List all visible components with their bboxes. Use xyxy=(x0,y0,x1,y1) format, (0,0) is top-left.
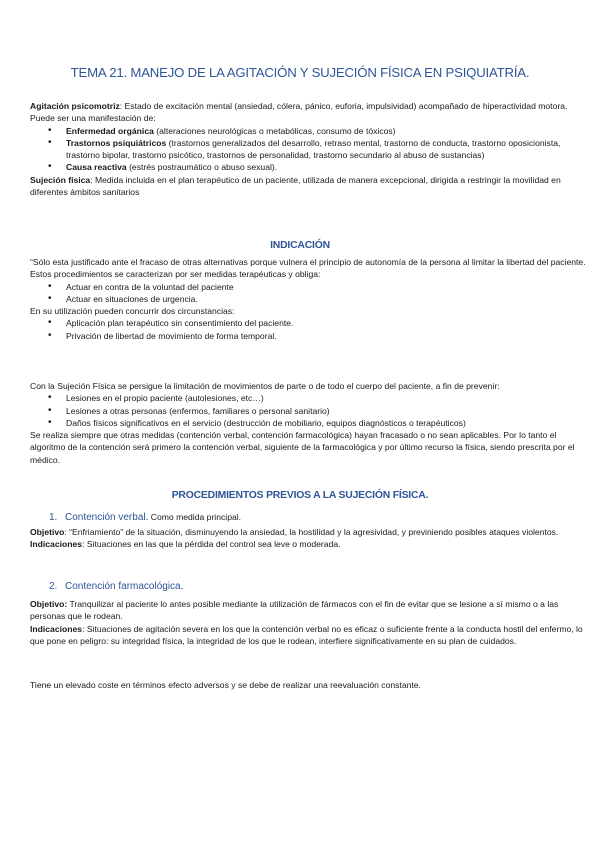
indicaciones-text: : Situaciones de agitación severa en los que la contención verbal no es eficaz o suficiente frente a la conducta hostil del enfermo, lo que pone en peligro: su integridad física, la integridad de los que le rodean, interfiere significativamente en su plan de cuidados. xyxy=(30,623,583,646)
indicacion-intro-3: Con la Sujeción Física se persigue la limitación de movimientos de parte o de todo el cuerpo del paciente, a fin de prevenir: xyxy=(30,381,500,391)
list-item: • Aplicación plan terapéutico sin consentimiento del paciente. xyxy=(30,317,588,329)
objetivo-label: Objetivo: xyxy=(30,599,68,609)
indicacion-section xyxy=(30,256,588,342)
list-item: • Lesiones en el propio paciente (autolesiones, etc…) xyxy=(30,392,588,404)
subheading-number: 2. xyxy=(49,581,58,592)
objetivo-text: Tranquilizar al paciente lo antes posible mediante la utilización de fármacos con el fin de evitar que se lesione a sí mismo o a las personas que le rodean. xyxy=(30,599,559,622)
indicacion-intro-2: En su utilización pueden concurrir dos circunstancias: xyxy=(30,306,235,317)
contencion-verbal-body xyxy=(30,526,588,551)
section-heading-procedimientos: PROCEDIMIENTOS PREVIOS A LA SUJECIÓN FÍSICA. xyxy=(171,490,429,501)
objetivo-paragraph xyxy=(30,526,588,538)
list-item: • Actuar en situaciones de urgencia. xyxy=(30,293,588,305)
agitacion-paragraph xyxy=(30,100,588,125)
list-item xyxy=(30,125,588,137)
objetivo-label: Objetivo xyxy=(30,527,65,537)
agitacion-term: Agitación psicomotriz xyxy=(30,101,120,111)
sujecion-text: : Medida incluida en el plan terapéutico de un paciente, utilizada de manera excepcional, dirigida a restringir la movilidad en diferentes ámbitos sanitarios xyxy=(30,174,561,198)
item-term: Causa reactiva xyxy=(66,162,127,173)
list-item xyxy=(30,161,588,173)
indicacion-closing: Se realiza siempre que otras medidas (contención verbal, contención farmacológica) hayan fracasado o no sean aplicables. Por lo tanto el algoritmo de la contención será primero la contención verbal, siguiente de la farmacológica y por último recurso la física, siendo prescrita por el médico. xyxy=(30,430,575,465)
indicaciones-text: : Situaciones en las que la pérdida del control sea leve o moderada. xyxy=(82,539,341,550)
indicaciones-label: Indicaciones xyxy=(30,623,83,634)
section-heading-indicacion: INDICACIÓN xyxy=(270,240,330,251)
sujecion-paragraph xyxy=(30,174,588,199)
indicacion-quote: “Sólo esta justificado ante el fracaso de otras alternativas porque vulnera el principio de autonomía de la persona al limitar la libertad del paciente. xyxy=(30,257,586,267)
contencion-farmacologica-body xyxy=(30,598,588,647)
item-text: (estrés postraumático o abuso sexual). xyxy=(126,162,278,173)
indicaciones-label: Indicaciones xyxy=(30,539,83,550)
list-item: • Lesiones a otras personas (enfermos, familiares o personal sanitario) xyxy=(30,405,588,417)
final-note: Tiene un elevado coste en términos efecto adversos y se debe de realizar una reevaluación constante. xyxy=(30,680,421,690)
agitacion-definition xyxy=(30,100,588,198)
subheading-title: Contención farmacológica. xyxy=(65,581,184,592)
objetivo-paragraph xyxy=(30,598,588,623)
subheading-contencion-farmacologica xyxy=(49,581,183,593)
indicacion-intro-1: Estos procedimientos se caracterizan por ser medidas terapéuticas y obliga: xyxy=(30,269,321,280)
indicaciones-paragraph xyxy=(30,623,588,648)
sujecion-term: Sujeción física xyxy=(30,174,91,185)
objetivo-text: : “Enfriamiento” de la situación, disminuyendo la ansiedad, la hostilidad y la agresividad, y previniendo posibles ataques violentos. xyxy=(64,527,559,537)
subheading-contencion-verbal xyxy=(49,511,241,524)
item-term: Enfermedad orgánica xyxy=(66,125,154,136)
subheading-number: 1. xyxy=(49,512,58,523)
indicaciones-paragraph xyxy=(30,538,588,550)
page-title: TEMA 21. MANEJO DE LA AGITACIÓN Y SUJECIÓN FÍSICA EN PSIQUIATRÍA. xyxy=(70,65,530,80)
item-text: (trastornos generalizados del desarrollo, retraso mental, trastorno de conducta, trastorno oposicionista, trastorno bipolar, trastorno psicótico, trastornos de personalidad, trastorno secundario al abuso de sustancias) xyxy=(66,137,561,161)
item-text: (alteraciones neurológicas o metabólicas, consumo de tóxicos) xyxy=(153,125,396,136)
agitacion-text: : Estado de excitación mental (ansiedad, cólera, pánico, euforia, impulsividad) acompañado de hiperactividad motora. Puede ser una manifestación de: xyxy=(30,101,568,124)
prevention-section xyxy=(30,380,588,466)
list-item xyxy=(30,137,588,162)
item-term: Trastornos psiquiátricos xyxy=(66,137,167,148)
list-item: • Daños físicos significativos en el servicio (destrucción de mobiliario, equipos diagnósticos o terapéuticos) xyxy=(30,417,588,429)
list-item: • Actuar en contra de la voluntad del paciente xyxy=(30,281,588,293)
list-item: • Privación de libertad de movimiento de forma temporal. xyxy=(30,330,588,342)
subheading-title: Contención verbal. xyxy=(65,512,149,523)
subheading-note: Como medida principal. xyxy=(148,512,242,522)
